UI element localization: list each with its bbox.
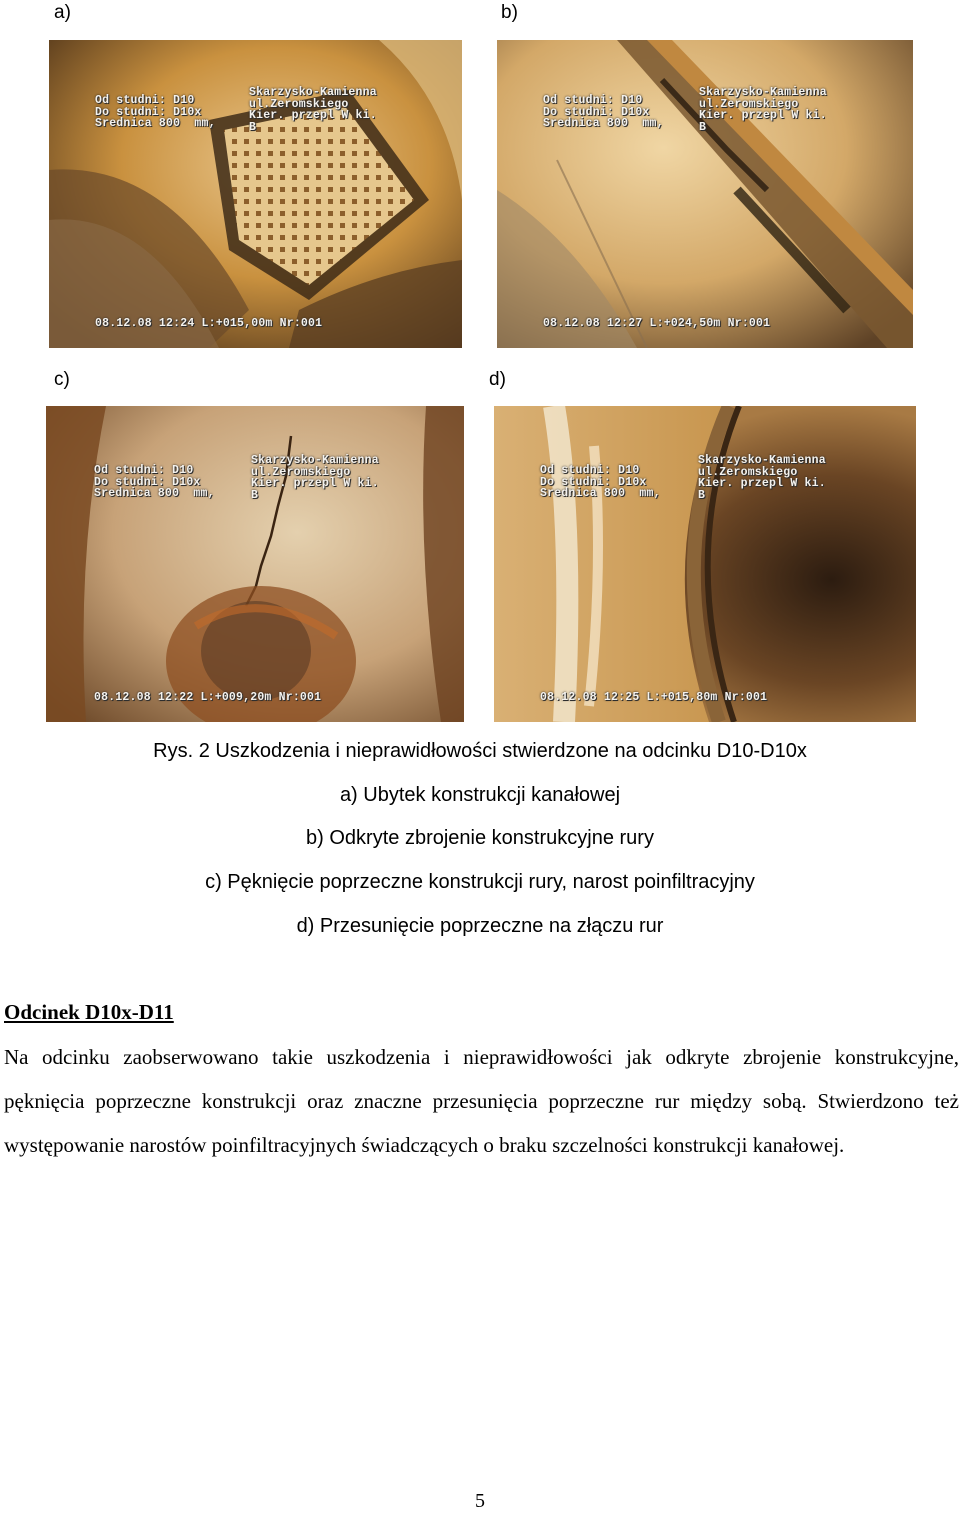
figure-caption-item-d: d) Przesunięcie poprzeczne na złączu rur (296, 915, 664, 937)
photo-d-osd-left: Od studni: D10 Do studni: D10x Srednica 800 mm, (540, 464, 661, 500)
panel-a-label: a) (54, 2, 71, 23)
photo-b-osd-left: Od studni: D10 Do studni: D10x Srednica 800 mm, (543, 94, 664, 130)
photo-d-joint-displacement (494, 406, 916, 722)
photo-b-exposed-reinforcement (497, 40, 913, 348)
photo-b-osd-timestamp: 08.12.08 12:27 L:+024,50m Nr:001 (543, 317, 771, 330)
figure-caption-title: Rys. 2 Uszkodzenia i nieprawidłowości stwierdzone na odcinku D10-D10x (153, 740, 807, 762)
photo-c-transverse-crack (46, 406, 464, 722)
photo-a-osd-left: Od studni: D10 Do studni: D10x Srednica 800 mm, (95, 94, 216, 130)
photo-d-osd-right: Skarzysko-Kamienna ul.Zeromskiego Kier. przepl W ki. B (698, 454, 826, 502)
photo-a-osd-timestamp: 08.12.08 12:24 L:+015,00m Nr:001 (95, 317, 323, 330)
photo-a-missing-pipe-structure (49, 40, 462, 348)
photo-a-osd-right: Skarzysko-Kamienna ul.Zeromskiego Kier. przepl W ki. B (249, 86, 377, 134)
panel-d-label: d) (489, 369, 506, 390)
page-number: 5 (475, 1490, 485, 1512)
figure-caption-item-b: b) Odkryte zbrojenie konstrukcyjne rury (306, 827, 654, 849)
figure-caption-item-c: c) Pęknięcie poprzeczne konstrukcji rury, narost poinfiltracyjny (205, 871, 755, 893)
panel-b-label: b) (501, 2, 518, 23)
photo-c-osd-left: Od studni: D10 Do studni: D10x Srednica 800 mm, (94, 464, 215, 500)
photo-c-osd-timestamp: 08.12.08 12:22 L:+009,20m Nr:001 (94, 691, 322, 704)
panel-c-label: c) (54, 369, 70, 390)
photo-c-osd-right: Skarzysko-Kamienna ul.Zeromskiego Kier. przepl W ki. B (251, 454, 379, 502)
section-paragraph: Na odcinku zaobserwowano takie uszkodzenia i nieprawidłowości jak odkryte zbrojenie konstrukcyjne, pęknięcia poprzeczne konstrukcji oraz znaczne przesunięcia poprzeczne rur między sobą. Stwierdzono też występowanie narostów poinfiltracyjnych świadczących o braku szczelności konstrukcji kanałowej. (4, 1045, 959, 1157)
photo-b-osd-right: Skarzysko-Kamienna ul.Zeromskiego Kier. przepl W ki. B (699, 86, 827, 134)
figure-caption-item-a: a) Ubytek konstrukcji kanałowej (339, 784, 621, 806)
section-title: Odcinek D10x-D11 (4, 1000, 174, 1024)
photo-d-osd-timestamp: 08.12.08 12:25 L:+015,80m Nr:001 (540, 691, 768, 704)
